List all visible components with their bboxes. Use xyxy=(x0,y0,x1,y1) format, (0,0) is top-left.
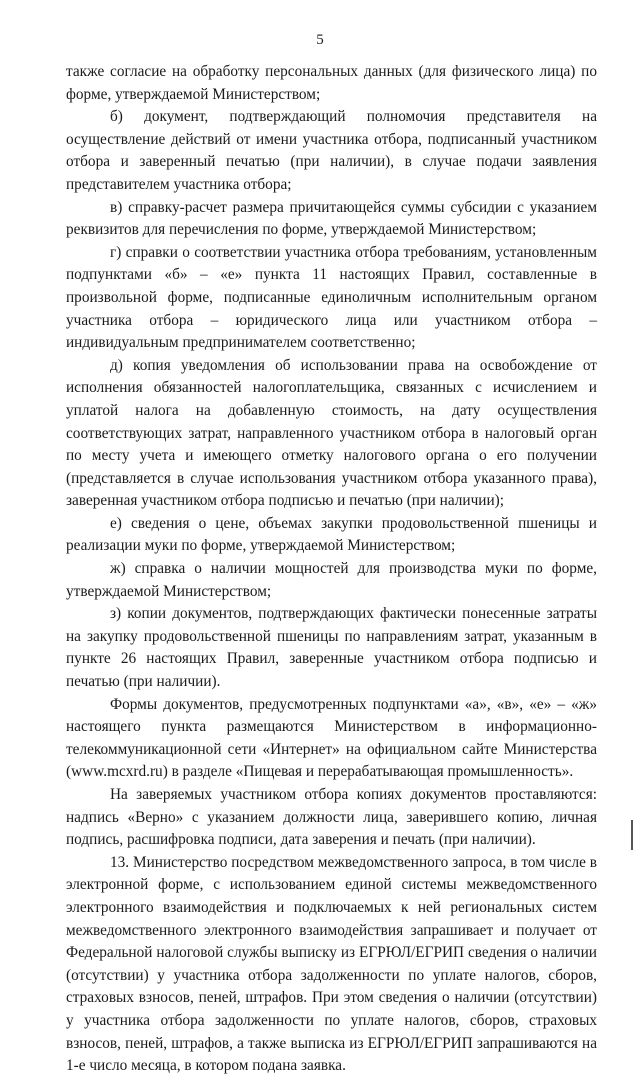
paragraph-item-d: д) копия уведомления об использовании права на освобождение от исполнения обязанностей налогоплательщика, связанных с исчислением и уплатой налога на добавленную стоимость, на дату осуществления соответствующих затрат, направленного участником отбора в налоговый орган по месту учета и имеющего отметку налогового органа о его получении (представляется в случае использования участником отбора указанного права), заверенная участником отбора подписью и печатью (при наличии); xyxy=(66,356,597,510)
paragraph-continuation: также согласие на обработку персональных данных (для физического лица) по форме, утверждаемой Министерством; xyxy=(66,63,597,103)
paragraph-item-z: з) копии документов, подтверждающих фактически понесенные затраты на закупку продовольственной пшеницы по направлениям затрат, указанным в пункте 26 настоящих Правил, заверенные участником отбора подписью и печатью (при наличии). xyxy=(66,605,597,691)
paragraph-forms: Формы документов, предусмотренных подпунктами «а», «в», «е» – «ж» настоящего пункта размещаются Министерством в информационно-телекоммуникационной сети «Интернет» на официальном сайте Министерства (www.mcxrd.ru) в разделе «Пищевая и перерабатывающая промышленность». xyxy=(66,695,597,781)
page-number: 5 xyxy=(316,32,324,48)
paragraph-item-zh: ж) справка о наличии мощностей для производства муки по форме, утверждаемой Министерством; xyxy=(66,560,597,600)
paragraph-item-v: в) справку-расчет размера причитающейся суммы субсидии с указанием реквизитов для перечисления по форме, утверждаемой Министерством; xyxy=(66,198,597,239)
paragraph-certification: На заверяемых участником отбора копиях документов проставляются: надпись «Верно» с указанием должности лица, заверившего копию, личная подпись, расшифровка подписи, дата заверения и печать (при наличии). xyxy=(66,786,597,849)
paragraph-item-e: е) сведения о цене, объемах закупки продовольственной пшеницы и реализации муки по форме, утверждаемой Министерством; xyxy=(66,514,597,555)
document-body xyxy=(66,61,597,1078)
paragraph-section-13: 13. Министерство посредством межведомственного запроса, в том числе в электронной форме, с использованием единой системы межведомственного электронного взаимодействия и подключаемых к ней региональных систем межведомственного электронного взаимодействия запрашивает и получает от Федеральной налоговой службы выписку из ЕГРЮЛ/ЕГРИП сведения о наличии (отсутствии) у участника отбора задолженности по уплате налогов, сборов, страховых взносов, пеней, штрафов. При этом сведения о наличии (отсутствии) у участника отбора задолженности по уплате налогов, сборов, страховых взносов, пеней, штрафов, а также выписка из ЕГРЮЛ/ЕГРИП запрашиваются на 1-е число месяца, в котором подана заявка. xyxy=(66,853,597,1075)
paragraph-item-g: г) справки о соответствии участника отбора требованиям, установленным подпунктами «б» – «е» пункта 11 настоящих Правил, составленные в произвольной форме, подписанные единоличным исполнительным органом участника отбора – юридического лица или участником отбора – индивидуальным предпринимателем соответственно; xyxy=(66,243,597,352)
scan-edge-mark xyxy=(631,820,633,850)
paragraph-item-b: б) документ, подтверждающий полномочия представителя на осуществление действий от имени участника отбора, подписанный участником отбора и заверенный печатью (при наличии), в случае подачи заявления представителем участника отбора; xyxy=(66,108,597,193)
